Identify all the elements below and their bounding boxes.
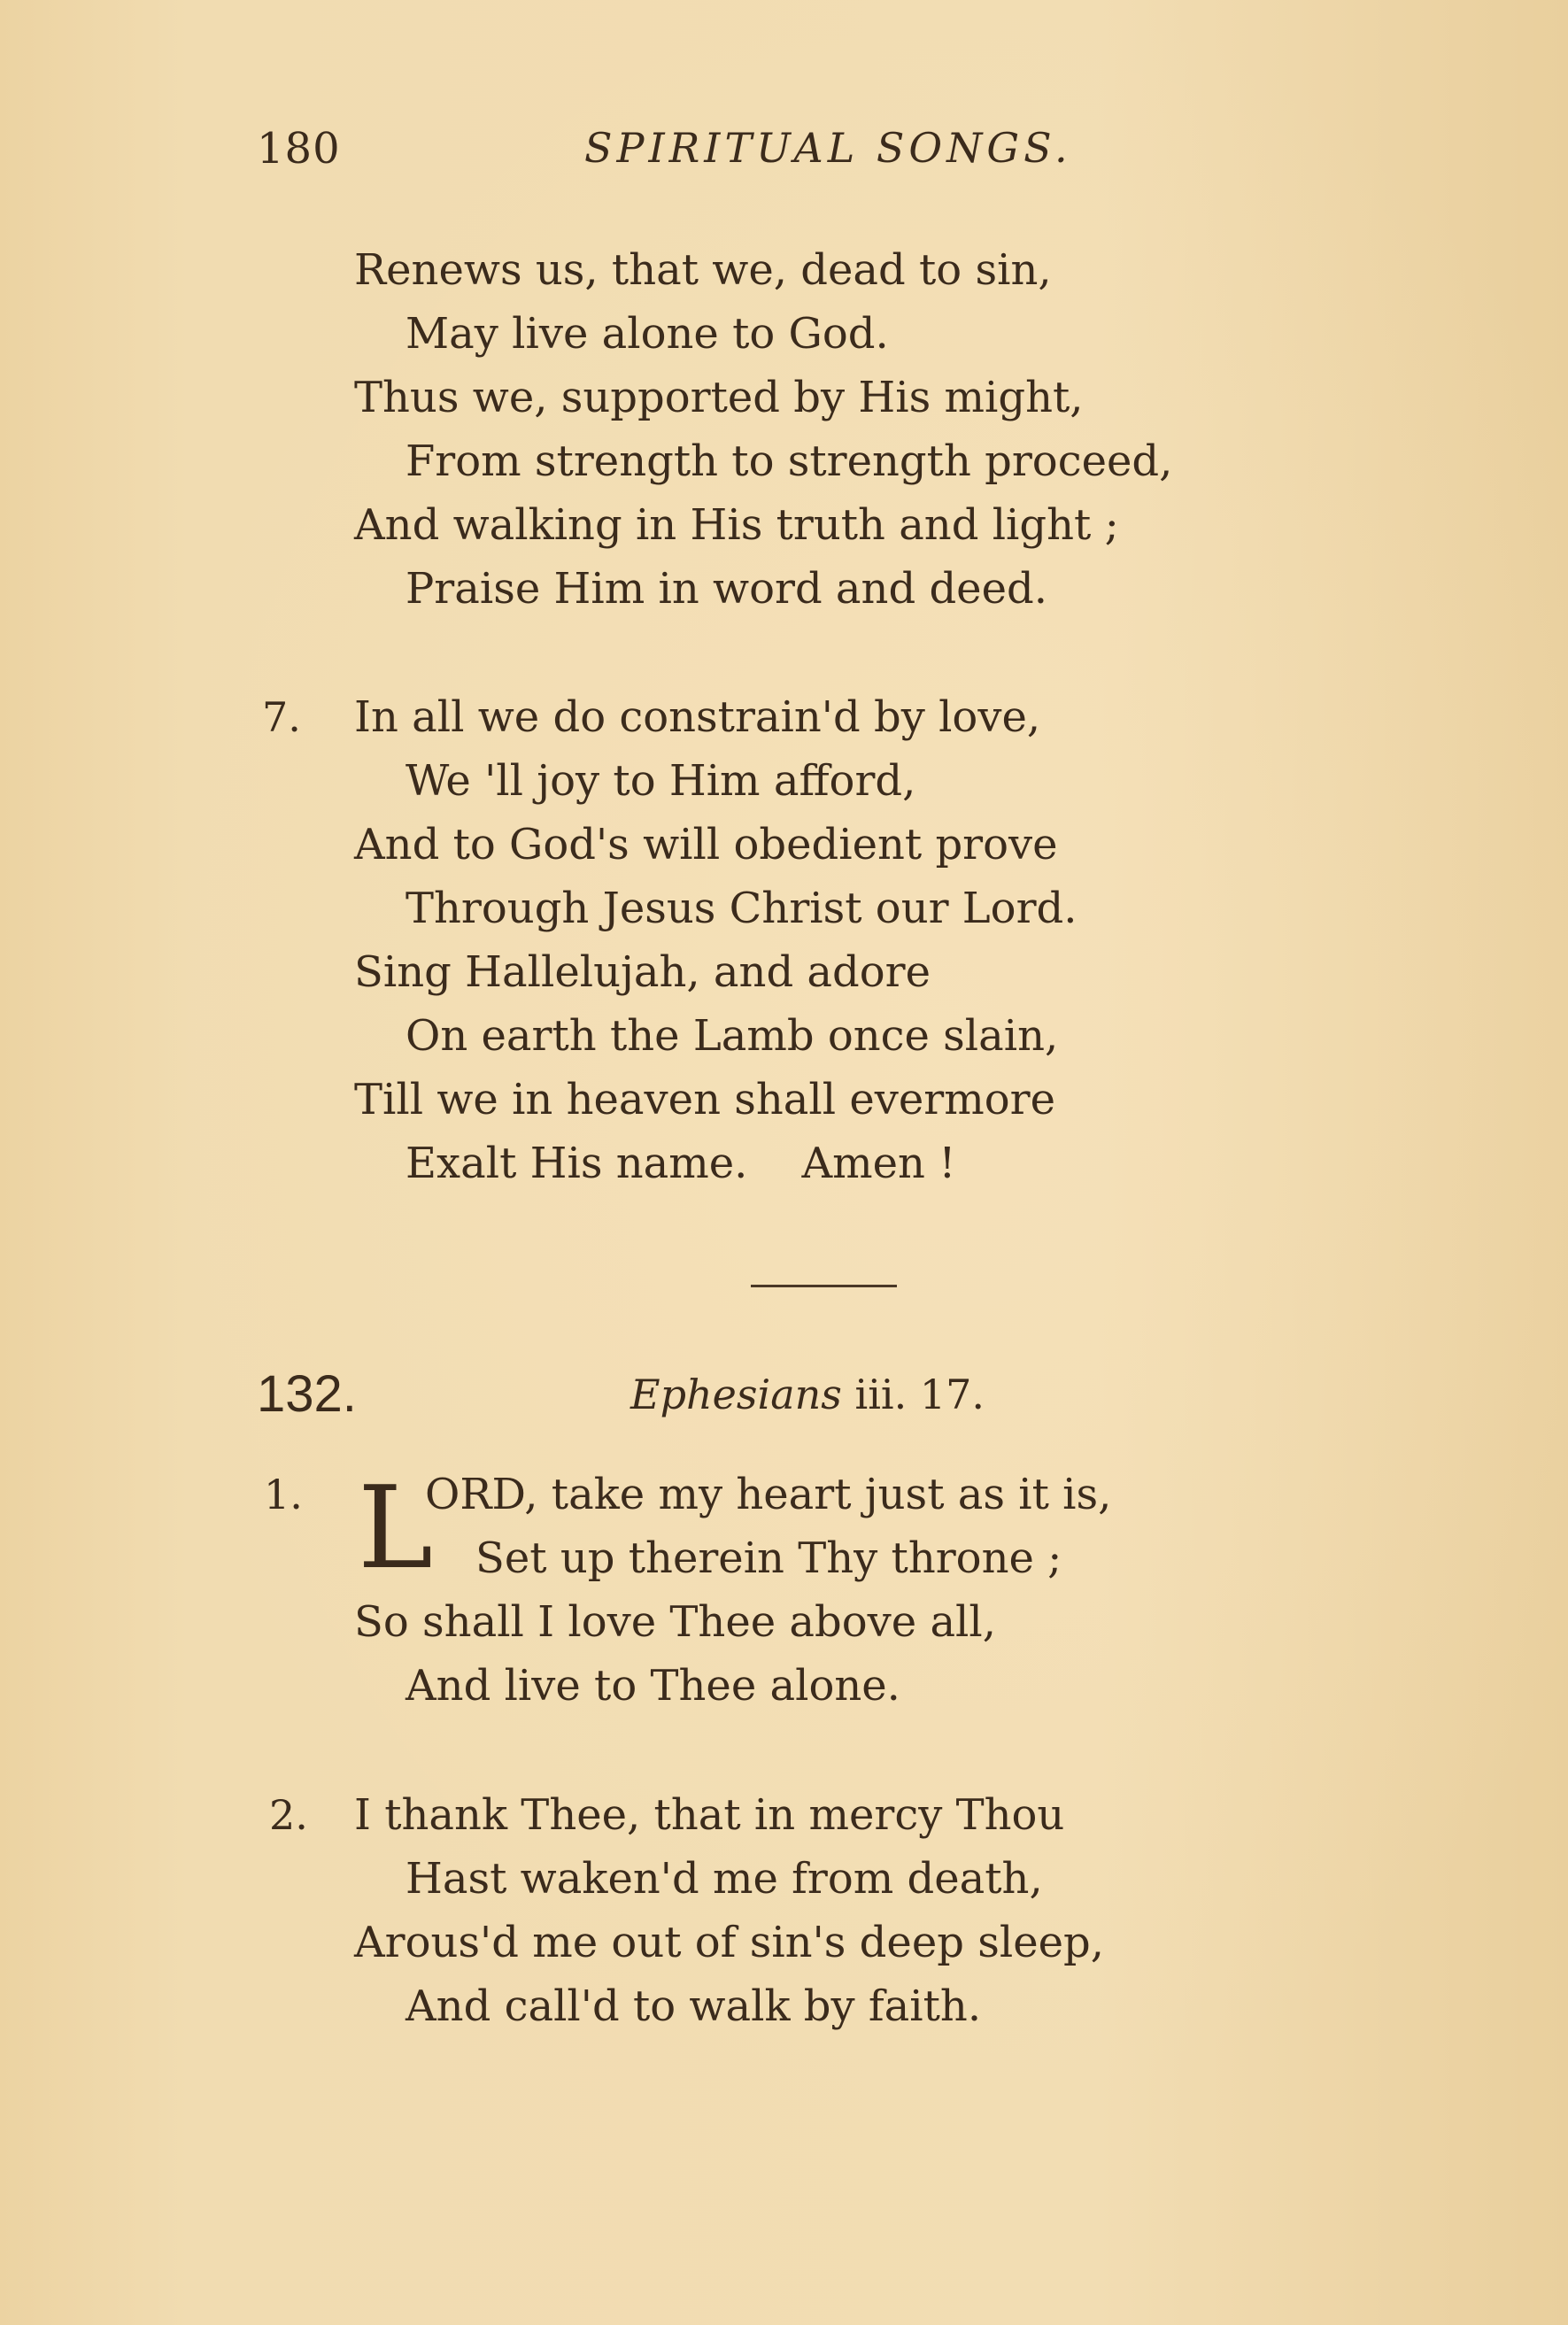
verse-line: Till we in heaven shall evermore (354, 1075, 1055, 1124)
hymn-number: 132. (257, 1365, 357, 1423)
page-header (0, 124, 1568, 186)
verse-line: Arous'd me out of sin's deep sleep, (354, 1918, 1104, 1967)
running-title: SPIRITUAL SONGS. (584, 124, 1072, 172)
verse-line: And live to Thee alone. (406, 1661, 900, 1711)
stanza-number: 7. (262, 693, 301, 741)
scripture-book: Ephesians (630, 1371, 842, 1418)
page-number: 180 (257, 124, 341, 174)
verse-line: And call'd to walk by faith. (406, 1981, 982, 2031)
verse-line: Hast waken'd me from death, (406, 1854, 1043, 1904)
verse-line: Thus we, supported by His might, (354, 373, 1084, 422)
verse-line: We 'll joy to Him afford, (406, 756, 916, 806)
verse-line: Praise Him in word and deed. (406, 564, 1047, 614)
verse-line: Exalt His name. Amen ! (406, 1139, 956, 1188)
verse-line: From strength to strength proceed, (406, 436, 1173, 486)
verse-line: In all we do constrain'd by love, (354, 692, 1041, 742)
verse-line: So shall I love Thee above all, (354, 1597, 997, 1647)
verse-line: ORD, take my heart just as it is, (425, 1470, 1112, 1519)
verse-line: Renews us, that we, dead to sin, (354, 245, 1052, 295)
scripture-chapter-verse: iii. 17. (854, 1371, 985, 1418)
verse-line: And walking in His truth and light ; (354, 500, 1119, 550)
verse-line: May live alone to God. (406, 309, 889, 359)
stanza-number: 2. (269, 1791, 308, 1839)
verse-line: Through Jesus Christ our Lord. (406, 884, 1078, 933)
verse-line: On earth the Lamb once slain, (406, 1011, 1059, 1061)
stanza-number: 1. (264, 1471, 303, 1518)
verse-line: I thank Thee, that in mercy Thou (354, 1790, 1065, 1840)
verse-line: Set up therein Thy throne ; (475, 1533, 1062, 1583)
scripture-reference (630, 1368, 985, 1421)
drop-cap: L (358, 1463, 433, 1595)
section-divider (751, 1285, 897, 1287)
verse-line: And to God's will obedient prove (354, 820, 1058, 869)
verse-line: Sing Hallelujah, and adore (354, 947, 931, 997)
